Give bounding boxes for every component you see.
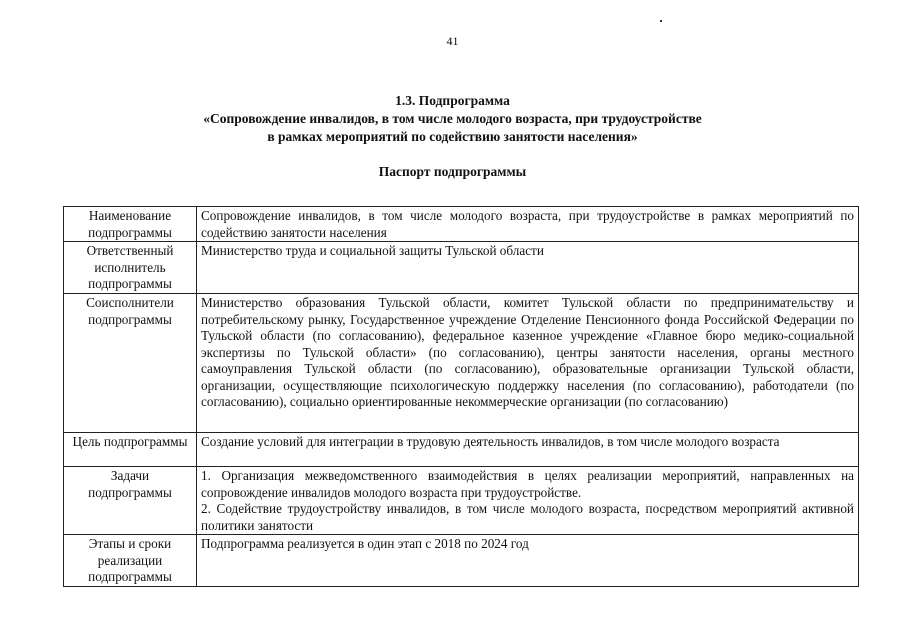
row-label: Задачи подпрограммы (64, 467, 197, 535)
table-row (64, 242, 859, 294)
row-value: Подпрограмма реализуется в один этап с 2018 по 2024 год (197, 535, 859, 587)
row-label: Соисполнители подпрограммы (64, 294, 197, 433)
row-value: Сопровождение инвалидов, в том числе молодого возраста, при трудоустройстве в рамках мероприятий по содействию занятости населения (197, 207, 859, 242)
scan-speck (660, 20, 662, 22)
table-row (64, 433, 859, 467)
heading-line-3: в рамках мероприятий по содействию занятости населения» (267, 129, 638, 144)
row-label: Ответственный исполнитель подпрограммы (64, 242, 197, 294)
heading-line-2: «Сопровождение инвалидов, в том числе молодого возраста, при трудоустройстве (203, 111, 702, 126)
subprogram-heading (0, 92, 905, 146)
heading-line-1: 1.3. Подпрограмма (395, 93, 510, 108)
task-item: 1. Организация межведомственного взаимодействия в целях реализации мероприятий, направленных на сопровождение инвалидов молодого возраста при трудоустройстве. (201, 468, 854, 500)
table-row (64, 467, 859, 535)
row-value: Создание условий для интеграции в трудовую деятельность инвалидов, в том числе молодого возраста (197, 433, 859, 467)
row-label: Этапы и сроки реализации подпрограммы (64, 535, 197, 587)
row-label: Цель подпрограммы (64, 433, 197, 467)
passport-title: Паспорт подпрограммы (378, 164, 527, 179)
row-value (197, 467, 859, 535)
passport-table (63, 206, 859, 587)
table-row (64, 294, 859, 433)
row-value: Министерство труда и социальной защиты Тульской области (197, 242, 859, 294)
table-row (64, 535, 859, 587)
row-label: Наименование подпрограммы (64, 207, 197, 242)
row-value: Министерство образования Тульской области, комитет Тульской области по предпринимательству и потребительскому рынку, Государственное учреждение Отделение Пенсионного фонда Российской Федерации по Тульской области (по согласованию), федеральное казенное учреждение «Главное бюро медико-социальной экспертизы по Тульской области» (по согласованию), центры занятости населения, органы местного самоуправления Тульской области (по согласованию), образовательные организации Тульской области, организации, осуществляющие психологическую поддержку населения (по согласованию), работодатели (по согласованию), социально ориентированные некоммерческие организации (по согласованию) (197, 294, 859, 433)
task-item: 2. Содействие трудоустройству инвалидов, в том числе молодого возраста, посредством мероприятий активной политики занятости (201, 501, 854, 533)
table-row (64, 207, 859, 242)
page-number: 41 (446, 34, 459, 48)
